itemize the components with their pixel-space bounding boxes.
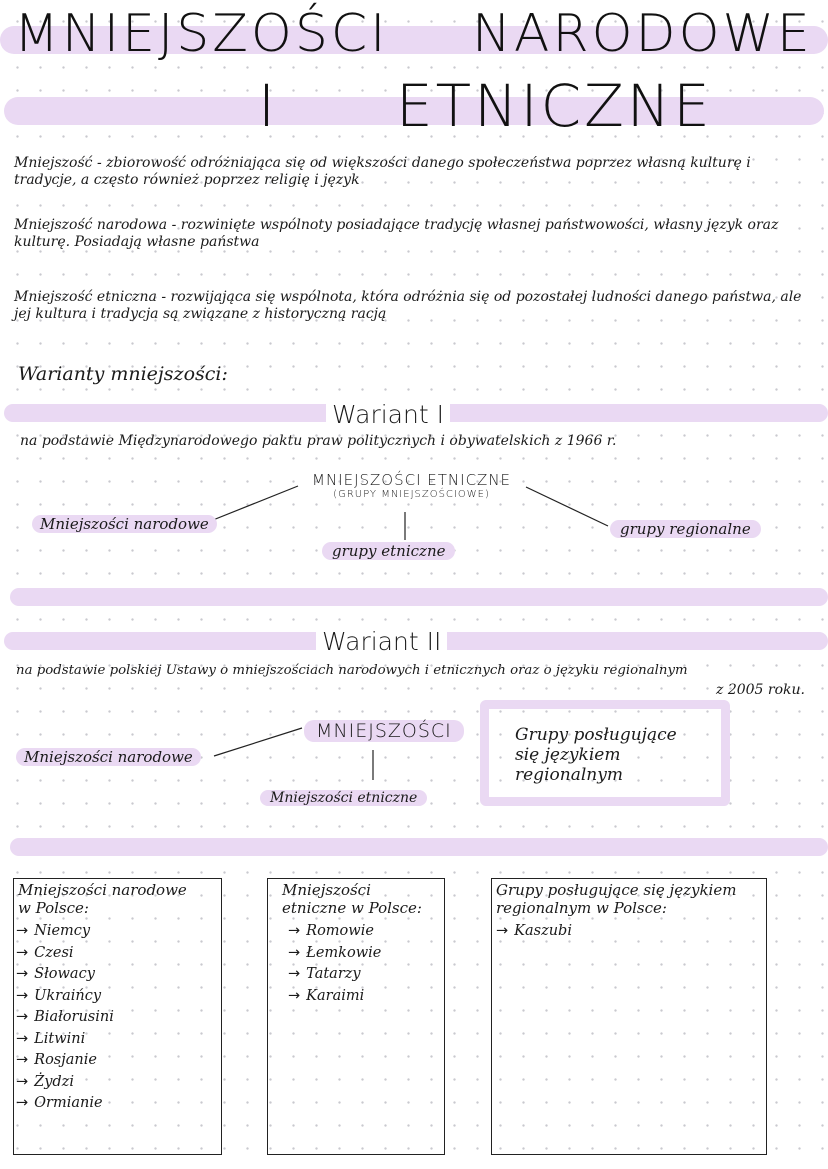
v1-left-node: Mniejszości narodowe <box>32 515 217 533</box>
definition-text: - rozwijająca się wspólnota, która odróżnia się od pozostałej ludności danego państwa, ale jej kultura i tradycja są związane z historyczną racją <box>14 289 802 322</box>
list-item: → Tatarzy <box>288 966 361 982</box>
definition-term: Mniejszość narodowa <box>14 217 168 233</box>
definition-text: - zbiorowość odróżniająca się od większości danego społeczeństwa poprzez własną kulturę i tradycje, a często również poprzez religię i język <box>14 155 751 188</box>
title-word-mniejszosci: MNIEJSZOŚCI <box>14 4 389 64</box>
list-item: → Łemkowie <box>288 944 382 961</box>
box-title: Grupy posługujące się językiem regionalnym w Polsce: <box>496 881 737 917</box>
box-list <box>14 921 221 1115</box>
box-title: Mniejszości etniczne w Polsce: <box>282 881 422 917</box>
divider-highlight-2 <box>10 838 828 856</box>
variant2-basis-line1: na podstawie polskiej Ustawy o mniejszościach narodowych i etnicznych oraz o języku regionalnym <box>16 663 688 678</box>
title-word-i: I <box>258 72 279 140</box>
v2-left-node: Mniejszości narodowe <box>16 748 201 766</box>
list-item: → Czesi <box>16 944 74 961</box>
divider-highlight-1 <box>10 588 828 606</box>
box-mniejszosci-etniczne <box>267 878 445 1155</box>
list-item: → Ukraińcy <box>16 987 102 1004</box>
v2-regional-text: Grupy posługujące się językiem regionalnym <box>515 725 677 785</box>
v1-center-line2: (GRUPY MNIEJSZOŚCIOWE) <box>333 489 490 500</box>
variant2-basis-line2: z 2005 roku. <box>716 682 805 698</box>
list-item: → Karaimi <box>288 987 365 1004</box>
v1-bottom-node: grupy etniczne <box>322 542 455 560</box>
box-title: Mniejszości narodowe w Polsce: <box>14 879 194 917</box>
list-item: → Kaszubi <box>496 923 572 939</box>
list-item: → Ormianie <box>16 1095 103 1111</box>
list-item: → Litwini <box>16 1030 86 1047</box>
box-mniejszosci-narodowe <box>13 878 222 1155</box>
v1-right-node: grupy regionalne <box>610 520 761 538</box>
list-item: → Romowie <box>288 923 374 939</box>
v2-line-left <box>214 728 302 756</box>
box-list <box>268 921 444 1007</box>
definition-text: - rozwinięte wspólnoty posiadające tradycję własnej państwowości, własny język oraz kulturę. Posiadają własne państwa <box>14 217 779 250</box>
v2-bottom-node: Mniejszości etniczne <box>260 790 427 806</box>
variants-heading: Warianty mniejszości: <box>18 363 228 385</box>
v1-center-line1: MNIEJSZOŚCI ETNICZNE <box>312 471 512 489</box>
list-item: → Białorusini <box>16 1009 114 1025</box>
list-item: → Niemcy <box>16 923 91 939</box>
list-item: → Rosjanie <box>16 1052 97 1068</box>
definition-term: Mniejszość <box>14 155 93 171</box>
list-item: → Słowacy <box>16 966 95 982</box>
variant2-heading: Wariant II <box>316 627 447 656</box>
v1-center-node <box>312 472 511 501</box>
definition-term: Mniejszość etniczna <box>14 289 157 305</box>
variant1-basis: na podstawie Międzynarodowego paktu praw politycznych i obywatelskich z 1966 r. <box>20 433 617 449</box>
box-grupy-regionalne <box>491 878 767 1155</box>
variant1-heading: Wariant I <box>326 400 450 429</box>
title-word-narodowe: NARODOWE <box>472 4 813 64</box>
box-list <box>492 921 766 943</box>
v2-regional-frame <box>480 700 730 806</box>
list-item: → Żydzi <box>16 1073 74 1090</box>
v2-center-node: MNIEJSZOŚCI <box>304 720 464 742</box>
title-word-etniczne: ETNICZNE <box>396 72 713 140</box>
v1-line-right <box>526 487 608 526</box>
